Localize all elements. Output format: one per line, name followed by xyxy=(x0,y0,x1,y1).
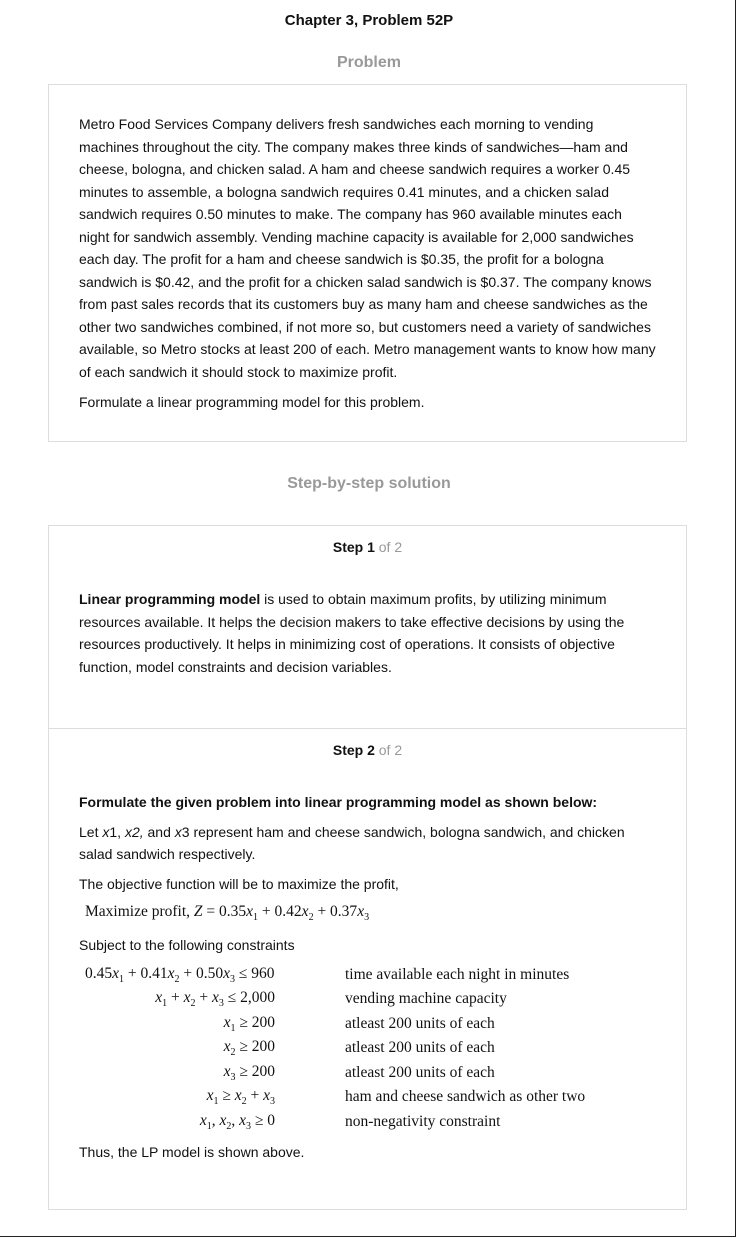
constraints-table xyxy=(79,963,585,1135)
constraint-description: non-negativity constraint xyxy=(345,1112,501,1130)
constraint-description: atleast 200 units of each xyxy=(345,1039,495,1057)
constraint-expression: $x_2 \ge 200$ xyxy=(223,1038,275,1059)
problem-card xyxy=(48,84,687,442)
constraint-description: atleast 200 units of each xyxy=(345,1063,495,1081)
objective-intro: The objective function will be to maximize the profit, xyxy=(79,875,399,892)
problem-statement: Metro Food Services Company delivers fresh sandwiches each morning to vending machines throughout the city. The company makes three kinds of sandwiches—ham and cheese, bologna, and chicken salad. A ham and cheese sandwich requires a worker 0.45 minutes to assemble, a bologna sandwich requires 0.41 minutes, and a chicken salad sandwich requires 0.50 minutes to make. The company has 960 available minutes each night for sandwich assembly. Vending machine capacity is available for 2,000 sandwiches each day. The profit for a ham and cheese sandwich is $0.35, the profit for a bologna sandwich is $0.42, and the profit for a chicken salad sandwich is $0.37. The company knows from past sales records that its customers buy as many ham and cheese sandwiches as the other two sandwiches combined, if not more so, but customers need a variety of sandwiches available, so Metro stocks at least 200 of each. Metro management wants to know how many of each sandwich it should stock to maximize profit. xyxy=(79,116,656,380)
constraint-description: vending machine capacity xyxy=(345,990,507,1008)
step-1-of: of 2 xyxy=(378,539,403,555)
step-1-body xyxy=(79,588,656,678)
constraint-row xyxy=(79,963,585,988)
constraint-row xyxy=(79,1036,585,1061)
step-1-label xyxy=(79,526,656,555)
objective-function: Maximize profit, $Z = 0.35x_1 + 0.42x_2 + 0.37x_3$ xyxy=(85,903,370,924)
problem-task: Formulate a linear programming model for this problem. xyxy=(79,394,425,410)
step-2-of: of 2 xyxy=(378,742,403,758)
constraint-row xyxy=(79,1061,585,1086)
step-2-number: Step 2 xyxy=(332,742,375,758)
problem-heading: Problem xyxy=(336,54,401,71)
constraint-description: time available each night in minutes xyxy=(345,965,570,983)
subject-to: Subject to the following constraints xyxy=(79,937,295,953)
variables-definition: Let x1, x2, and x3 represent ham and cheese sandwich, bologna sandwich, and chicken salad sandwich respectively. xyxy=(79,823,625,862)
solution-card xyxy=(48,525,687,1210)
constraint-expression: $x_3 \ge 200$ xyxy=(223,1062,275,1083)
constraint-description: ham and cheese sandwich as other two xyxy=(345,1088,586,1106)
constraint-row xyxy=(79,987,585,1012)
constraint-expression: $x_1 + x_2 + x_3 \le 2,000$ xyxy=(155,989,275,1010)
constraint-expression: $0.45x_1 + 0.41x_2 + 0.50x_3 \le 960$ xyxy=(85,964,275,985)
constraint-expression: $x_1$, $x_2$, $x_3 \ge 0$ xyxy=(199,1111,275,1132)
solution-heading: Step-by-step solution xyxy=(287,475,451,492)
constraint-row xyxy=(79,1085,585,1110)
lp-term: Linear programming model xyxy=(79,591,261,607)
step-1-number: Step 1 xyxy=(332,539,375,555)
constraint-expression: $x_1 \ge x_2 + x_3$ xyxy=(206,1087,275,1108)
step-2-label xyxy=(79,729,656,758)
conclusion: Thus, the LP model is shown above. xyxy=(79,1144,305,1160)
constraint-row xyxy=(79,1110,585,1135)
constraint-expression: $x_1 \ge 200$ xyxy=(223,1013,275,1034)
step-2-heading: Formulate the given problem into linear programming model as shown below: xyxy=(79,794,598,810)
page-title: Chapter 3, Problem 52P xyxy=(284,12,454,29)
constraint-description: atleast 200 units of each xyxy=(345,1014,495,1032)
step-2 xyxy=(49,729,686,1164)
step-1-text: is used to obtain maximum profits, by utilizing minimum resources available. It helps the decision makers to take effective decisions by using the resources productively. It helps in minimizing cost of operations. It consists of objective function, model constraints and decision variables. xyxy=(79,591,625,675)
step-1 xyxy=(49,526,686,729)
constraint-row xyxy=(79,1012,585,1037)
